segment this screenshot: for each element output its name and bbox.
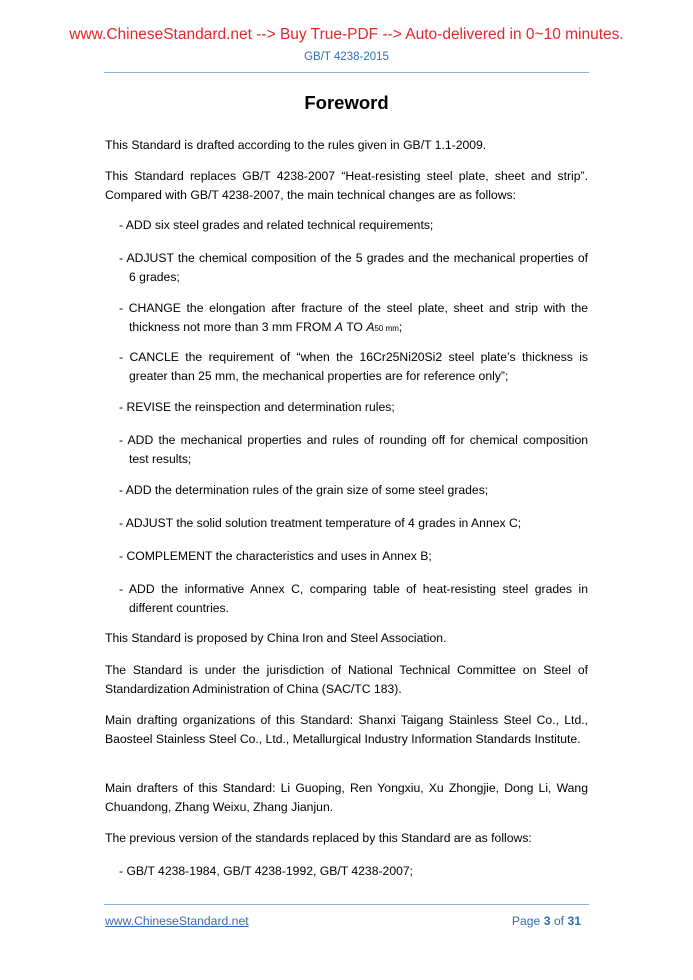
change-item-6: - ADD the mechanical properties and rules of rounding off for chemical composition test results; [119, 433, 588, 466]
page-current: 3 [543, 914, 551, 928]
drafters-paragraph: Main drafters of this Standard: Li Guoping, Ren Yongxiu, Xu Zhongjie, Dong Li, Wang Chuandong, Zhang Weixu, Zhang Jianjun. [105, 781, 588, 814]
previous-versions-item: - GB/T 4238-1984, GB/T 4238-1992, GB/T 4238-2007; [119, 864, 414, 878]
change-item-1: - ADD six steel grades and related technical requirements; [119, 218, 434, 232]
change-item-3 [119, 299, 588, 338]
previous-versions-paragraph: The previous version of the standards replaced by this Standard are as follows: [105, 831, 532, 845]
change-item-5: - REVISE the reinspection and determination rules; [119, 400, 395, 414]
header-divider [104, 72, 589, 73]
change-item-9: - COMPLEMENT the characteristics and uses in Annex B; [119, 549, 432, 563]
jurisdiction-paragraph: The Standard is under the jurisdiction of National Technical Committee on Steel of Standardization Administration of China (SAC/TC 183). [105, 663, 588, 696]
promo-banner[interactable]: www.ChineseStandard.net --> Buy True-PDF --> Auto-delivered in 0~10 minutes. [69, 26, 624, 43]
symbol-a50-subscript: 50 mm [374, 324, 399, 333]
intro-paragraph-1: This Standard is drafted according to the rules given in GB/T 1.1-2009. [105, 138, 487, 152]
intro-paragraph-2: This Standard replaces GB/T 4238-2007 “Heat-resisting steel plate, sheet and strip”. Compared with GB/T 4238-2007, the main technical changes are as follows: [105, 169, 588, 202]
change-item-8: - ADJUST the solid solution treatment temperature of 4 grades in Annex C; [119, 516, 522, 530]
footer-divider [104, 904, 589, 905]
symbol-a50: A [366, 320, 375, 334]
change-item-10: - ADD the informative Annex C, comparing table of heat-resisting steel grades in different countries. [119, 582, 588, 615]
organizations-paragraph: Main drafting organizations of this Standard: Shanxi Taigang Stainless Steel Co., Ltd., Baosteel Stainless Steel Co., Ltd., Metallurgical Industry Information Standards Institute. [105, 713, 588, 746]
page-of: of [550, 914, 568, 928]
page-label: Page [511, 914, 544, 928]
change-item-3-to: TO [343, 320, 367, 334]
page-number [512, 913, 581, 929]
document-id: GB/T 4238-2015 [304, 51, 389, 63]
footer-website-link[interactable]: www.ChineseStandard.net [105, 914, 249, 928]
page-total: 31 [567, 914, 581, 928]
change-item-3-end: ; [398, 320, 403, 334]
change-item-7: - ADD the determination rules of the grain size of some steel grades; [119, 483, 489, 497]
symbol-a: A [334, 320, 344, 334]
change-item-3-text: - CHANGE the elongation after fracture of the steel plate, sheet and strip with the thickness not more than 3 mm FROM [119, 301, 588, 334]
proposed-paragraph: This Standard is proposed by China Iron and Steel Association. [105, 631, 447, 645]
change-item-4: - CANCLE the requirement of “when the 16Cr25Ni20Si2 steel plate’s thickness is greater than 25 mm, the mechanical properties are for reference only”; [119, 350, 588, 383]
page-title: Foreword [304, 92, 389, 113]
change-item-2: - ADJUST the chemical composition of the 5 grades and the mechanical properties of 6 grades; [119, 251, 588, 284]
